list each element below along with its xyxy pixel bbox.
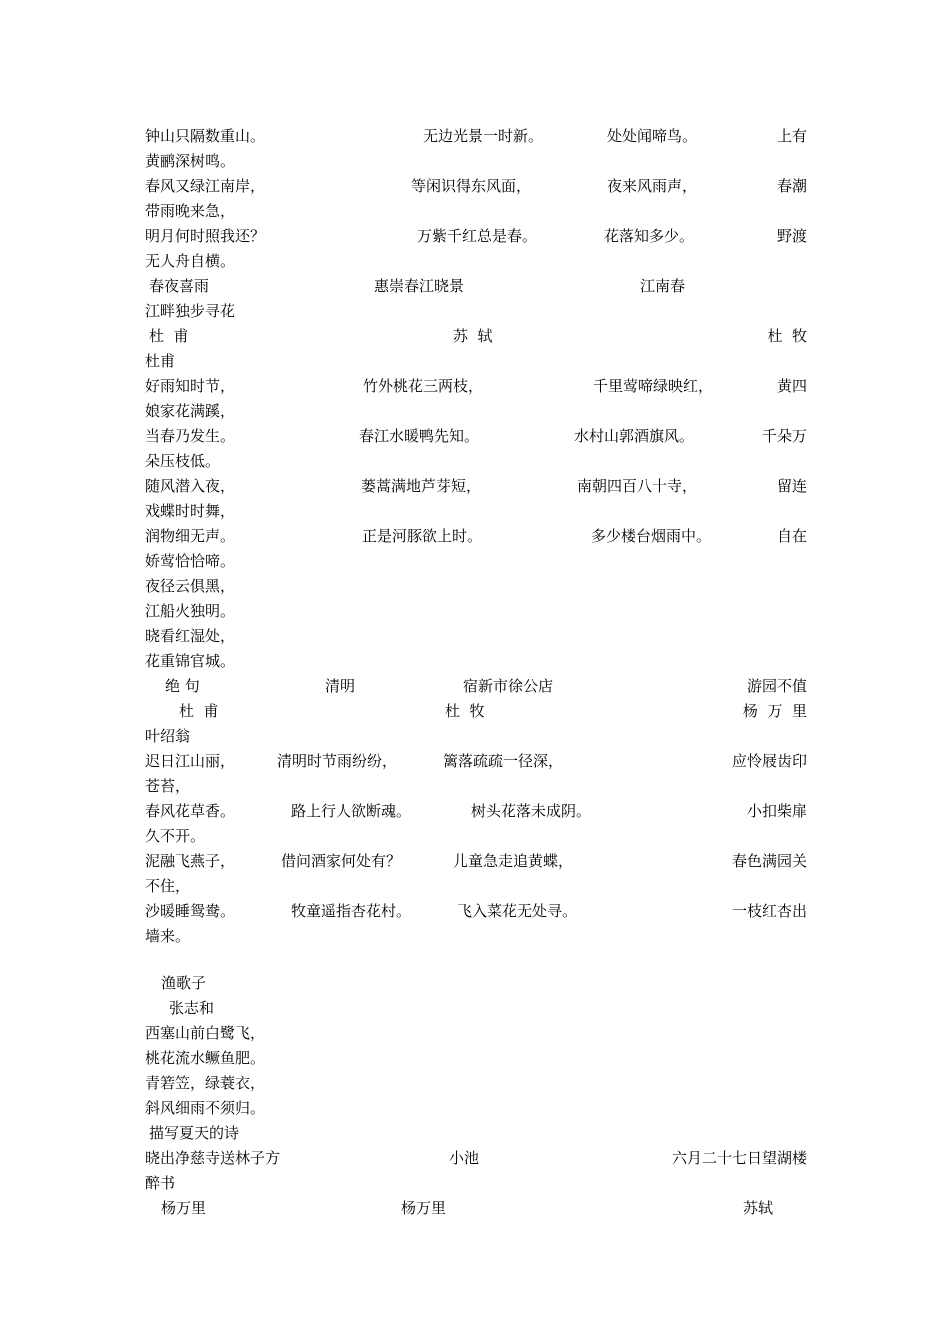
poem-text: 路上行人欲断魂。 (291, 802, 412, 820)
poem-author: 杨万里 (161, 1199, 207, 1217)
poem-line (145, 624, 807, 648)
poem-text: 自在 (776, 527, 807, 545)
poem-text: 万紫千红总是春。 (417, 227, 538, 245)
poem-text: 黄四 (776, 377, 807, 395)
poem-text: 牧童遥指杏花村。 (291, 902, 412, 920)
poem-line (145, 399, 807, 423)
poem-line (145, 574, 807, 598)
poem-line (145, 474, 807, 498)
poem-author: 叶绍翁 (145, 727, 191, 745)
poem-text: 明月何时照我还？ (145, 227, 266, 245)
poem-text: 上有 (776, 127, 807, 145)
poem-text: 墙来。 (145, 927, 191, 945)
poem-title: 绝 句 (165, 677, 200, 695)
poem-line (145, 249, 807, 273)
poem-title: 醉书 (145, 1174, 176, 1192)
poem-text: 借问酒家何处有？ (281, 852, 402, 870)
poem-line (145, 874, 807, 898)
poem-line (145, 549, 807, 573)
poem-title-row (145, 971, 807, 995)
poem-title: 宿新市徐公店 (463, 677, 554, 695)
poem-text: 多少楼台烟雨中。 (591, 527, 712, 545)
section-heading-text: 描写夏天的诗 (149, 1124, 240, 1142)
poem-author-row (145, 1196, 807, 1220)
poem-text: 苍苔， (145, 777, 191, 795)
poem-author-row (145, 996, 807, 1020)
poem-line (145, 499, 807, 523)
poem-title-row (145, 674, 807, 698)
poem-text: 应怜屐齿印 (731, 752, 807, 770)
poem-line (145, 799, 807, 823)
poem-title: 晓出净慈寺送林子方 (145, 1149, 281, 1167)
poem-text: 春风又绿江南岸， (145, 177, 266, 195)
poem-text: 黄鹂深树鸣。 (145, 152, 236, 170)
poem-text: 当春乃发生。 (145, 427, 236, 445)
poem-title-row (145, 1171, 807, 1195)
poem-text: 钟山只隔数重山。 (145, 127, 266, 145)
poem-line (145, 449, 807, 473)
poem-author-row (145, 349, 807, 373)
poem-line (145, 824, 807, 848)
poem-title: 六月二十七日望湖楼 (671, 1149, 807, 1167)
poem-author: 张志和 (169, 999, 215, 1017)
poem-line (145, 924, 807, 948)
poem-text: 等闲识得东风面， (411, 177, 532, 195)
poem-title: 江畔独步寻花 (145, 302, 236, 320)
poem-text: 千朵万 (761, 427, 807, 445)
poem-text: 留连 (776, 477, 807, 495)
poem-text: 正是河豚欲上时。 (362, 527, 483, 545)
poem-line (145, 599, 807, 623)
poem-line (145, 849, 807, 873)
poem-text: 儿童急走追黄蝶， (453, 852, 574, 870)
poem-text: 竹外桃花三两枝， (363, 377, 484, 395)
poem-author: 杜 牧 (445, 702, 485, 720)
poem-author: 杜 甫 (149, 327, 189, 345)
poem-text: 不住， (145, 877, 191, 895)
poem-title: 江南春 (640, 277, 686, 295)
poem-text: 江船火独明。 (145, 602, 236, 620)
poem-text: 小扣柴扉 (746, 802, 807, 820)
poem-text: 迟日江山丽， (145, 752, 236, 770)
poem-title: 小池 (449, 1149, 480, 1167)
poem-text: 斜风细雨不须归。 (145, 1099, 266, 1117)
poem-author: 苏轼 (743, 1199, 774, 1217)
poem-text: 花落知多少。 (604, 227, 695, 245)
poem-line (145, 1071, 807, 1095)
poem-text: 带雨晚来急， (145, 202, 236, 220)
poem-text: 千里莺啼绿映红， (593, 377, 714, 395)
section-heading (145, 1121, 807, 1145)
poem-line (145, 1046, 807, 1070)
poem-text: 春潮 (776, 177, 807, 195)
poem-text: 晓看红湿处， (145, 627, 236, 645)
poem-text: 花重锦官城。 (145, 652, 236, 670)
poem-text: 随风潜入夜， (145, 477, 236, 495)
poem-text: 无人舟自横。 (145, 252, 236, 270)
poem-author: 杨 万 里 (742, 702, 807, 720)
poem-text: 南朝四百八十寺， (577, 477, 698, 495)
poem-line (145, 124, 807, 148)
poem-text: 青箬笠，绿蓑衣， (145, 1074, 266, 1092)
poem-text: 润物细无声。 (145, 527, 236, 545)
poem-text: 春色满园关 (731, 852, 807, 870)
poem-line (145, 424, 807, 448)
poem-text: 戏蝶时时舞， (145, 502, 236, 520)
poem-text: 朵压枝低。 (145, 452, 221, 470)
poem-title: 惠崇春江晓景 (374, 277, 465, 295)
poem-line (145, 774, 807, 798)
poem-text: 久不开。 (145, 827, 206, 845)
poem-line (145, 224, 807, 248)
poem-author: 杜 甫 (179, 702, 219, 720)
poem-title: 渔歌子 (161, 974, 207, 992)
poem-text: 蒌蒿满地芦芽短， (361, 477, 482, 495)
poem-line (145, 1096, 807, 1120)
poem-author-row (145, 324, 807, 348)
poem-line (145, 149, 807, 173)
poem-title: 春夜喜雨 (149, 277, 210, 295)
poem-text: 春风花草香。 (145, 802, 236, 820)
poem-text: 桃花流水鳜鱼肥。 (145, 1049, 266, 1067)
poem-line (145, 1021, 807, 1045)
poem-text: 好雨知时节， (145, 377, 236, 395)
poem-text: 清明时节雨纷纷， (277, 752, 398, 770)
poem-text: 夜来风雨声， (607, 177, 698, 195)
poem-text: 娘家花满蹊， (145, 402, 236, 420)
poem-text: 无边光景一时新。 (423, 127, 544, 145)
poem-text: 泥融飞燕子， (145, 852, 236, 870)
poem-text: 野渡 (776, 227, 807, 245)
poem-title: 游园不值 (746, 677, 807, 695)
poem-title-row (145, 1146, 807, 1170)
poem-author: 杜 牧 (767, 327, 807, 345)
poem-text: 沙暖睡鸳鸯。 (145, 902, 236, 920)
poem-author: 杜甫 (145, 352, 176, 370)
poem-author-row (145, 699, 807, 723)
poem-text: 处处闻啼鸟。 (607, 127, 698, 145)
poem-text: 水村山郭酒旗风。 (574, 427, 695, 445)
poem-line (145, 749, 807, 773)
poem-text: 西塞山前白鹭飞， (145, 1024, 266, 1042)
poem-title-row (145, 274, 807, 298)
poem-title-row (145, 299, 807, 323)
poem-line (145, 174, 807, 198)
poem-line (145, 649, 807, 673)
poem-text: 夜径云俱黑， (145, 577, 236, 595)
poem-line (145, 199, 807, 223)
poem-author: 苏 轼 (453, 327, 493, 345)
poem-text: 娇莺恰恰啼。 (145, 552, 236, 570)
poem-text: 树头花落未成阴。 (471, 802, 592, 820)
poem-author-row (145, 724, 807, 748)
poem-line (145, 374, 807, 398)
poem-text: 一枝红杏出 (731, 902, 807, 920)
poem-line (145, 899, 807, 923)
poem-title: 清明 (325, 677, 356, 695)
poem-text: 篱落疏疏一径深， (443, 752, 564, 770)
poem-line (145, 524, 807, 548)
poem-author: 杨万里 (401, 1199, 447, 1217)
poem-text: 春江水暖鸭先知。 (359, 427, 480, 445)
poem-text: 飞入菜花无处寻。 (457, 902, 578, 920)
